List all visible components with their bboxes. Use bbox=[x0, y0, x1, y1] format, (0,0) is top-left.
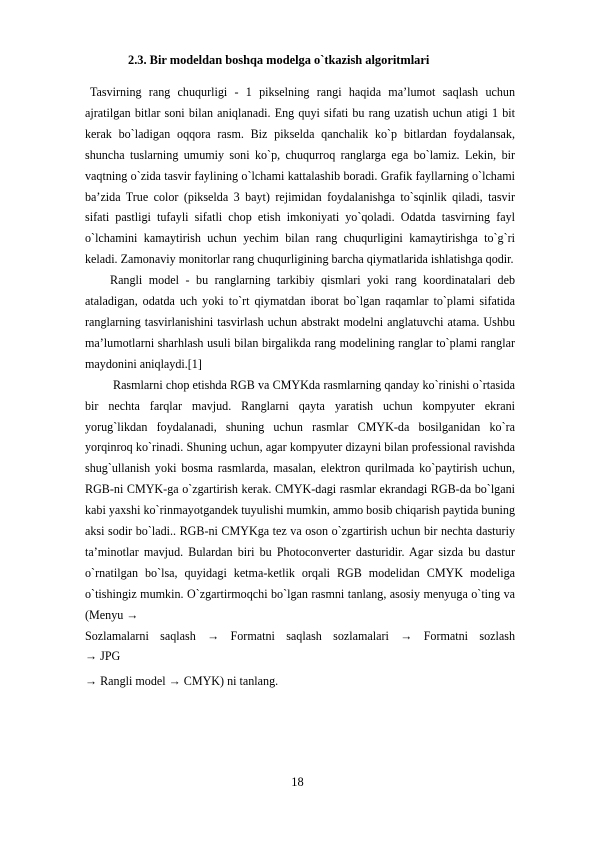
paragraph-color-depth: Tasvirning rang chuqurligi - 1 pikselning rangi haqida ma’lumot saqlash uchun ajratilgan bitlar soni bilan aniqlanadi. Eng quyi sifati bu rang uzatish uchun atigi 1 bit kerak bo`ladigan oqqora rasm. Biz pikselda qanchalik ko`p bitlardan foydalansak, shuncha tuslarning umumiy soni ko`p, chuqurroq ranglarga ega bo`lamiz. Lekin, bir vaqtning o`zida tasvir faylining o`lchami kattalashib boradi. Grafik fayllarning o`lchami ba’zida True color (pikselda 3 bayt) rejimidan foydalanishga to`sqinlik qiladi, tasvir sifati pastligi tufayli sifatli chop etish imkoniyati yo`qoladi. Odatda tasvirning fayl o`lchamini kamaytirish uchun yechim bilan rang chuqurligini kamaytirishga to`g`ri keladi. Zamonaviy monitorlar rang chuqurligining barcha qiymatlarida ishlatishga qodir. bbox=[85, 85, 515, 267]
document-page bbox=[85, 52, 515, 692]
menu-path-line-3: → Rangli model → CMYK) ni tanlang. bbox=[85, 674, 279, 689]
section-title: 2.3. Bir modeldan boshqa modelga o`tkazish algoritmlari bbox=[128, 53, 430, 67]
menu-path-line-2: → JPG bbox=[85, 649, 121, 664]
paragraph-rgb-cmyk: Rasmlarni chop etishda RGB va CMYKda rasmlarning qanday ko`rinishi o`rtasida bir nechta farqlar mavjud. Ranglarni qayta yaratish uchun kompyuter ekrani yorug`likdan foydalanadi, shuning uchun rasmlar CMYK-da bosilganidan ko`ra yorqinroq ko`rinadi. Shuning uchun, agar kompyuter dizayni bilan professional ravishda shug`ullanish yoki bosma rasmlarda, masalan, elektron qurilmada ko`paytirish uchun, RGB-ni CMYK-ga o`zgartirish kerak. CMYK-dagi rasmlar ekrandagi RGB-da bo`lgani kabi yaxshi ko`rinmayotgandek tuyulishi mumkin, ammo bosib chiqarish paytida buning aksi sodir bo`ladi.. RGB-ni CMYKga tez va oson o`zgartirish uchun bir nechta dasturiy ta’minotlar mavjud. Bulardan biri bu Photoconverter dasturidir. Agar sizda bu dastur o`rnatilgan bo`lsa, quyidagi ketma-ketlik orqali RGB modelidan CMYK modeliga o`tishingiz mumkin. O`zgartirmoqchi bo`lgan rasmni tanlang, asosiy menyuga o`ting va (Menyu → bbox=[85, 377, 515, 622]
menu-path-line-1: Sozlamalarni saqlash → Formatni saqlash sozlamalari → Formatni sozlash bbox=[85, 628, 515, 643]
paragraph-color-model: Rangli model - bu ranglarning tarkibiy qismlari yoki rang koordinatalari deb ataladigan, odatda uch yoki to`rt qiymatdan iborat bo`lgan raqamlar to`plami sifatida ranglarning tasvirlanishini tasvirlash uchun abstrakt modelni anglatuvchi atama. Ushbu ma’lumotlarni sharhlash usuli bilan birgalikda rang modelining ranglar to`plami ranglar maydonini aniqlaydi.[1] bbox=[85, 273, 515, 371]
page-number: 18 bbox=[291, 775, 304, 789]
